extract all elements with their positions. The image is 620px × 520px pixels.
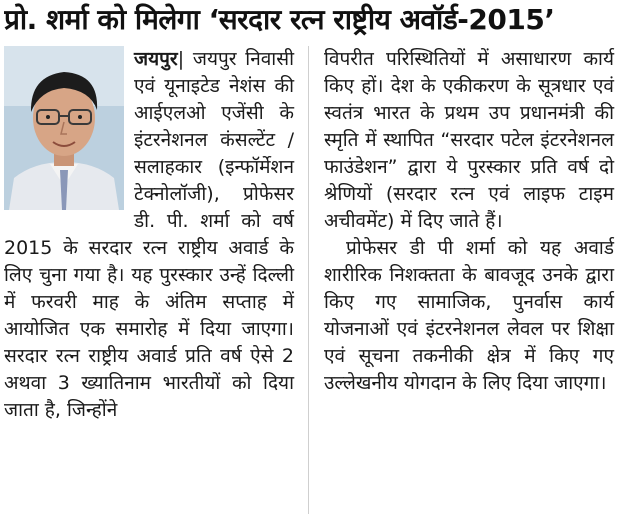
portrait-photo: [4, 46, 124, 210]
column-divider: [308, 46, 309, 514]
headline: प्रो. शर्मा को मिलेगा ‘सरदार रत्न राष्ट्रीय अवॉर्ड-2015’: [4, 3, 555, 36]
article-paragraph-2: विपरीत परिस्थितियों में असाधारण कार्य किए हों। देश के एकीकरण के सूत्रधार एवं स्वतंत्र भारत के प्रथम उप प्रधानमंत्री की स्मृति में स्थापित “सरदार पटेल इंटरनेशनल फाउंडेशन” द्वारा ये पुरस्कार प्रति वर्ष दो श्रेणियों (सरदार रत्न एवं लाइफ टाइम अचीवमेंट) में दिए जाते हैं।: [324, 48, 614, 232]
article-left-column: [4, 46, 294, 424]
article-paragraph-3: प्रोफेसर डी पी शर्मा को यह अवार्ड शारीरिक निशक्तता के बावजूद उनके द्वारा किए गए सामाजिक, पुनर्वास कार्य योजनाओं एवं इंटरनेशनल लेवल पर शिक्षा एवं सूचना तकनीकी क्षेत्र में किए गए उल्लेखनीय योगदान के लिए दिया जाएगा।: [324, 237, 614, 394]
article-paragraph-1-text: जयपुर निवासी एवं यूनाइटेड नेशंस की आईएलओ एजेंसी के इंटरनेशनल कंसल्टेंट / सलाहकार (इन्फॉर्मेशन टेक्नोलॉजी), प्रोफेसर डी. पी. शर्मा को वर्ष 2015 के सरदार रत्न राष्ट्रीय अवार्ड के लिए चुना गया है। यह पुरस्कार उन्हें दिल्ली में फरवरी माह के अंतिम सप्ताह में आयोजित एक समारोह में दिया जाएगा। सरदार रत्न राष्ट्रीय अवार्ड प्रति वर्ष ऐसे 2 अथवा 3 ख्यातिनाम भारतीयों को दिया जाता है, जिन्होंने: [4, 48, 294, 421]
article-right-column: [324, 46, 614, 397]
dateline-separator: |: [177, 48, 193, 70]
dateline: जयपुर: [134, 48, 178, 70]
